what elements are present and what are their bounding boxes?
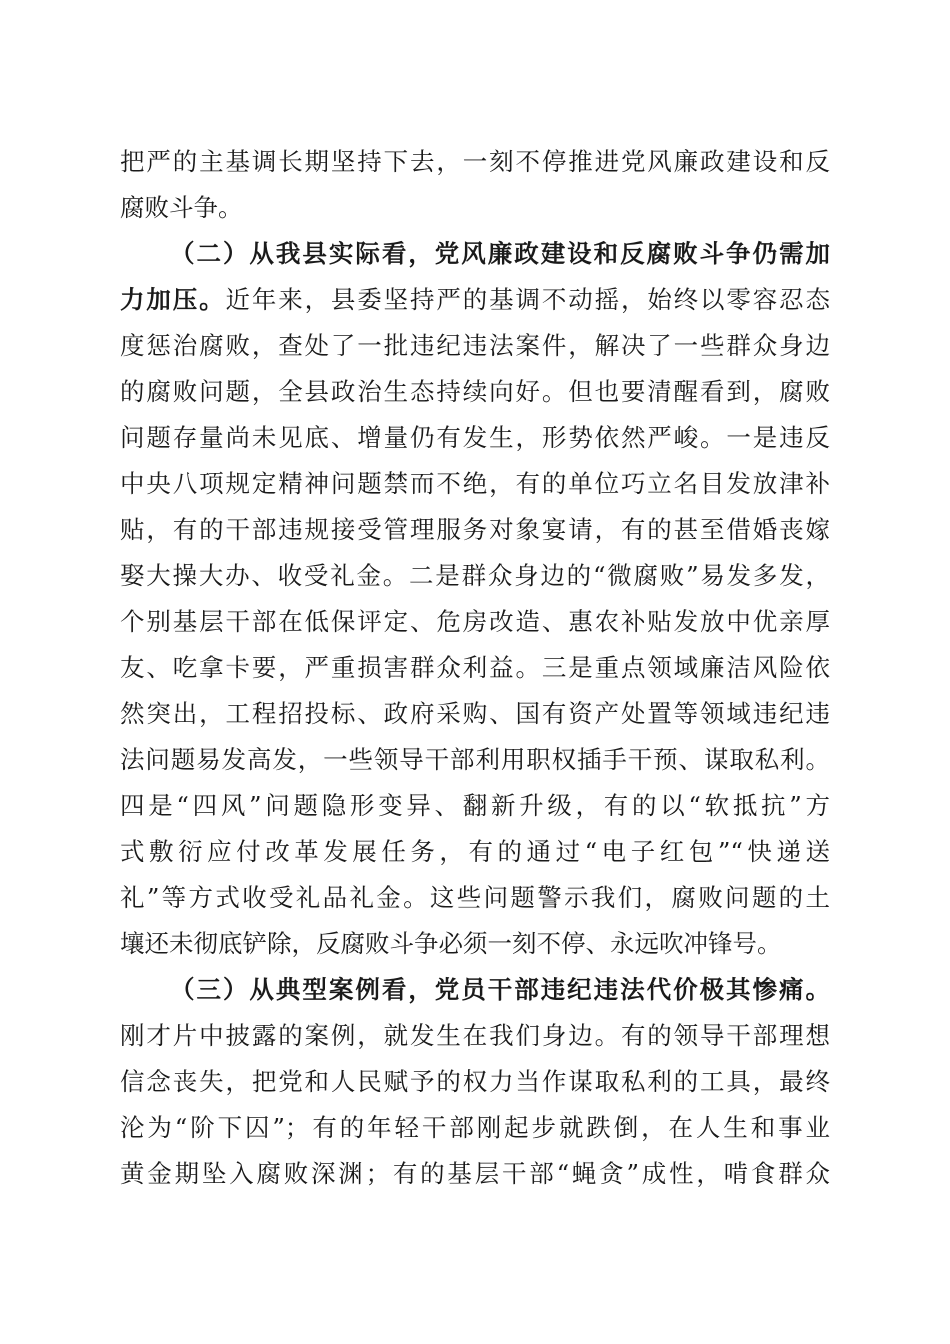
section-heading-2: （二）从我县实际看，党风廉政建设和反腐败斗争仍需加 bbox=[170, 239, 830, 268]
text-line: 壤还未彻底铲除，反腐败斗争必须一刻不停、永远吹冲锋号。 bbox=[120, 929, 782, 958]
text-line: 礼”等方式收受礼品礼金。这些问题警示我们，腐败问题的土 bbox=[120, 883, 830, 912]
text-line: 的腐败问题，全县政治生态持续向好。但也要清醒看到，腐败 bbox=[120, 377, 830, 406]
text-line: 黄金期坠入腐败深渊；有的基层干部“蝇贪”成性，啃食群众 bbox=[120, 1159, 830, 1188]
text-line: 度惩治腐败，查处了一批违纪违法案件，解决了一些群众身边 bbox=[120, 331, 830, 360]
text-span: 近年来，县委坚持严的基调不动摇，始终以零容忍态 bbox=[225, 285, 831, 314]
text-line: 腐败斗争。 bbox=[120, 193, 243, 222]
text-line: 个别基层干部在低保评定、危房改造、惠农补贴发放中优亲厚 bbox=[120, 607, 830, 636]
text-line: 问题存量尚未见底、增量仍有发生，形势依然严峻。一是违反 bbox=[120, 423, 830, 452]
text-line: 把严的主基调长期坚持下去，一刻不停推进党风廉政建设和反 bbox=[120, 147, 830, 176]
text-line: 式敷衍应付改革发展任务，有的通过“电子红包”“快递送 bbox=[120, 837, 830, 866]
section-heading-2-end: 力加压。 bbox=[120, 285, 226, 314]
text-line: 贴，有的干部违规接受管理服务对象宴请，有的甚至借婚丧嫁 bbox=[120, 515, 830, 544]
text-line: 刚才片中披露的案例，就发生在我们身边。有的领导干部理想 bbox=[120, 1021, 830, 1050]
text-line: 娶大操大办、收受礼金。二是群众身边的“微腐败”易发多发， bbox=[120, 561, 830, 590]
text-line: 沦为“阶下囚”；有的年轻干部刚起步就跌倒，在人生和事业 bbox=[120, 1113, 830, 1142]
text-line: 四是“四风”问题隐形变异、翻新升级，有的以“软抵抗”方 bbox=[120, 791, 830, 820]
section-heading-3: （三）从典型案例看，党员干部违纪违法代价极其惨痛。 bbox=[170, 975, 830, 1004]
text-line: 法问题易发高发，一些领导干部利用职权插手干预、谋取私利。 bbox=[120, 745, 830, 774]
text-line: 友、吃拿卡要，严重损害群众利益。三是重点领域廉洁风险依 bbox=[120, 653, 830, 682]
text-line: 中央八项规定精神问题禁而不绝，有的单位巧立名目发放津补 bbox=[120, 469, 830, 498]
text-line: 信念丧失，把党和人民赋予的权力当作谋取私利的工具，最终 bbox=[120, 1067, 830, 1096]
text-line: 然突出，工程招投标、政府采购、国有资产处置等领域违纪违 bbox=[120, 699, 830, 728]
text-line bbox=[120, 280, 830, 320]
